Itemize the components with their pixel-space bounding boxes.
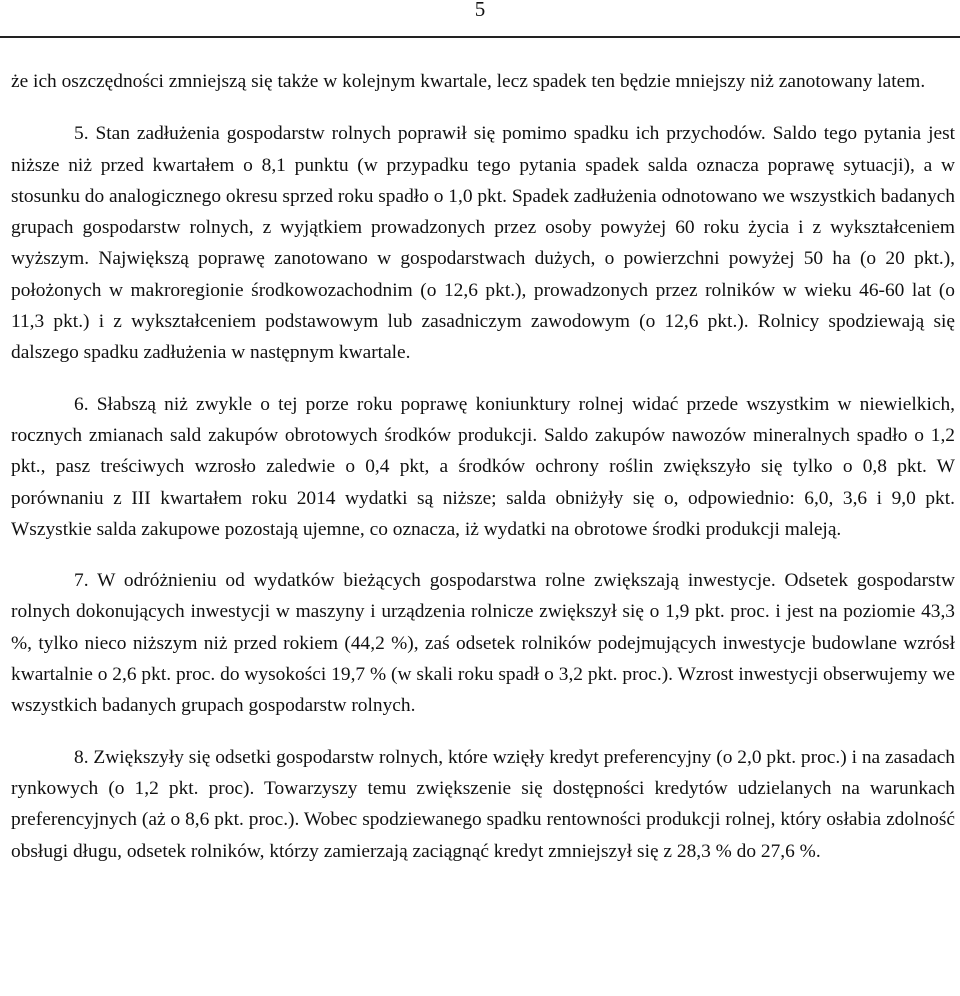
paragraph-point-8: 8. Zwiększyły się odsetki gospodarstw rolnych, które wzięły kredyt preferencyjny (o 2,0 pkt. proc.) i na zasadach rynkowych (o 1,2 pkt. proc). Towarzyszy temu zwiększenie się dostępności kredytów udzielanych na warunkach preferencyjnych (aż o 8,6 pkt. proc.). Wobec spodziewanego spadku rentowności produkcji rolnej, który osłabia zdolność obsługi długu, odsetek rolników, którzy zamierzają zaciągnąć kredyt zmniejszył się z 28,3 % do 27,6 %. [11, 746, 955, 862]
document-body [11, 66, 955, 867]
paragraph-point-6: 6. Słabszą niż zwykle o tej porze roku poprawę koniunktury rolnej widać przede wszystkim w niewielkich, rocznych zmianach sald zakupów obrotowych środków produkcji. Saldo zakupów nawozów mineralnych spadło o 1,2 pkt., pasz treściwych wzrosło zaledwie o 0,4 pkt, a środków ochrony roślin zwiększyło się tylko o 0,8 pkt. W porównaniu z III kwartałem roku 2014 wydatki są niższe; salda obniżyły się o, odpowiednio: 6,0, 3,6 i 9,0 pkt. Wszystkie salda zakupowe pozostają ujemne, co oznacza, iż wydatki na obrotowe środki produkcji maleją. [11, 393, 955, 540]
paragraph-point-7: 7. W odróżnieniu od wydatków bieżących gospodarstwa rolne zwiększają inwestycje. Odsetek gospodarstw rolnych dokonujących inwestycji w maszyny i urządzenia rolnicze zwiększył się o 1,9 pkt. proc. i jest na poziomie 43,3 %, tylko nieco niższym niż przed rokiem (44,2 %), zaś odsetek rolników podejmujących inwestycje budowlane wzrósł kwartalnie o 2,6 pkt. proc. do wysokości 19,7 % (w skali roku spadł o 3,2 pkt. proc.). Wzrost inwestycji obserwujemy we wszystkich badanych grupach gospodarstw rolnych. [11, 570, 955, 717]
paragraph-continuation: że ich oszczędności zmniejszą się także w kolejnym kwartale, lecz spadek ten będzie mniejszy niż zanotowany latem. [11, 71, 926, 92]
page-number: 5 [474, 0, 486, 21]
header-rule [0, 36, 960, 38]
paragraph-point-5: 5. Stan zadłużenia gospodarstw rolnych poprawił się pomimo spadku ich przychodów. Saldo tego pytania jest niższe niż przed kwartałem o 8,1 punktu (w przypadku tego pytania spadek salda oznacza poprawę sytuacji), a w stosunku do analogicznego okresu sprzed roku spadło o 1,0 pkt. Spadek zadłużenia odnotowano we wszystkich badanych grupach gospodarstw rolnych, z wyjątkiem prowadzonych przez osoby powyżej 60 roku życia i z wykształceniem wyższym. Największą poprawę zanotowano w gospodarstwach dużych, o powierzchni powyżej 50 ha (o 20 pkt.), położonych w makroregionie środkowozachodnim (o 12,6 pkt.), prowadzonych przez rolników w wieku 46-60 lat (o 11,3 pkt.) i z wykształceniem podstawowym lub zasadniczym zawodowym (o 12,6 pkt.). Rolnicy spodziewają się dalszego spadku zadłużenia w następnym kwartale. [11, 123, 955, 364]
